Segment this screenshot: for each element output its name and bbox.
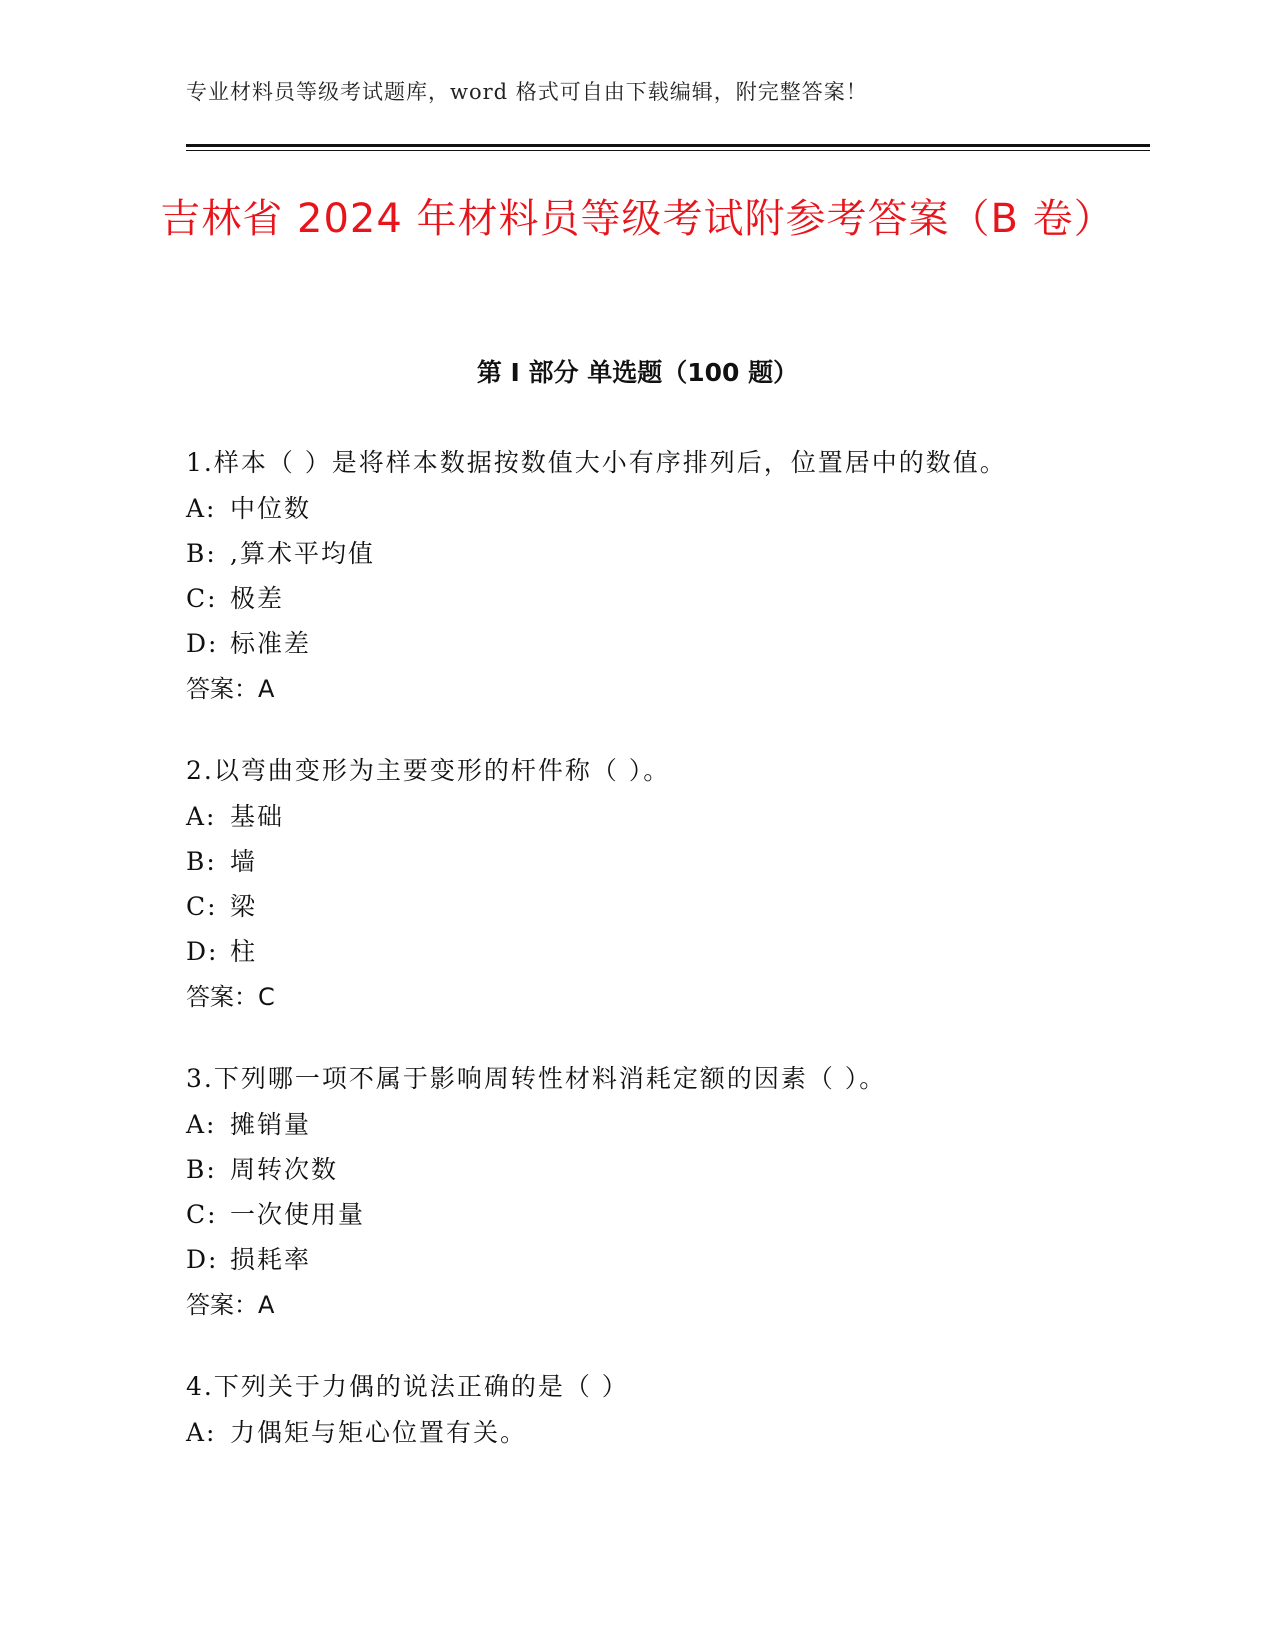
option-letter: A: xyxy=(186,1110,217,1139)
option-text: 标准差 xyxy=(230,629,312,658)
option-letter: A: xyxy=(186,1418,217,1447)
option-text: 柱 xyxy=(230,937,258,966)
option-letter: D: xyxy=(186,937,219,966)
option-c xyxy=(186,884,1146,929)
option-text: 力偶矩与矩心位置有关。 xyxy=(230,1418,528,1447)
header-note: 专业材料员等级考试题库，word 格式可自由下载编辑，附完整答案！ xyxy=(186,80,868,104)
question-answer xyxy=(186,974,1146,1020)
answer-prefix: 答案： xyxy=(186,1291,258,1319)
option-b xyxy=(186,1147,1146,1192)
option-text: 周转次数 xyxy=(230,1155,339,1184)
question-4 xyxy=(186,1364,1146,1455)
option-letter: B: xyxy=(186,539,217,568)
option-text: 梁 xyxy=(230,892,258,921)
option-text: 中位数 xyxy=(230,494,312,523)
option-b xyxy=(186,839,1146,884)
option-text: 墙 xyxy=(230,847,258,876)
question-stem: 3.下列哪一项不属于影响周转性材料消耗定额的因素（ ）。 xyxy=(186,1064,887,1093)
option-letter: C: xyxy=(186,1200,218,1229)
header-divider-thin xyxy=(186,150,1150,151)
question-answer xyxy=(186,1282,1146,1328)
option-letter: D: xyxy=(186,629,219,658)
option-text: ,算术平均值 xyxy=(230,539,375,568)
option-text: 一次使用量 xyxy=(230,1200,366,1229)
option-letter: C: xyxy=(186,584,218,613)
option-d xyxy=(186,621,1146,666)
question-2 xyxy=(186,748,1146,1020)
question-stem: 2.以弯曲变形为主要变形的杆件称（ ）。 xyxy=(186,756,671,785)
option-c xyxy=(186,576,1146,621)
option-letter: A: xyxy=(186,494,217,523)
question-1 xyxy=(186,440,1146,712)
option-letter: A: xyxy=(186,802,217,831)
option-c xyxy=(186,1192,1146,1237)
question-stem: 1.样本（ ）是将样本数据按数值大小有序排列后，位置居中的数值。 xyxy=(186,448,1007,477)
option-text: 损耗率 xyxy=(230,1245,312,1274)
answer-prefix: 答案： xyxy=(186,675,258,703)
question-3 xyxy=(186,1056,1146,1328)
question-stem: 4.下列关于力偶的说法正确的是（ ） xyxy=(186,1372,629,1401)
option-letter: D: xyxy=(186,1245,219,1274)
option-d xyxy=(186,929,1146,974)
option-text: 摊销量 xyxy=(230,1110,312,1139)
question-list xyxy=(186,440,1146,1491)
question-answer xyxy=(186,666,1146,712)
section-title: 第 I 部分 单选题（100 题） xyxy=(476,358,799,387)
option-a xyxy=(186,1102,1146,1147)
answer-prefix: 答案： xyxy=(186,983,258,1011)
option-letter: C: xyxy=(186,892,218,921)
answer-value: A xyxy=(258,675,275,703)
option-a xyxy=(186,486,1146,531)
document-title: 吉林省 2024 年材料员等级考试附参考答案（B 卷） xyxy=(160,196,1115,242)
option-letter: B: xyxy=(186,847,217,876)
option-a xyxy=(186,794,1146,839)
option-letter: B: xyxy=(186,1155,217,1184)
option-text: 基础 xyxy=(230,802,285,831)
option-b xyxy=(186,531,1146,576)
option-a xyxy=(186,1410,1146,1455)
answer-value: C xyxy=(258,983,275,1011)
header-divider-thick xyxy=(186,144,1150,147)
option-d xyxy=(186,1237,1146,1282)
answer-value: A xyxy=(258,1291,275,1319)
option-text: 极差 xyxy=(230,584,285,613)
